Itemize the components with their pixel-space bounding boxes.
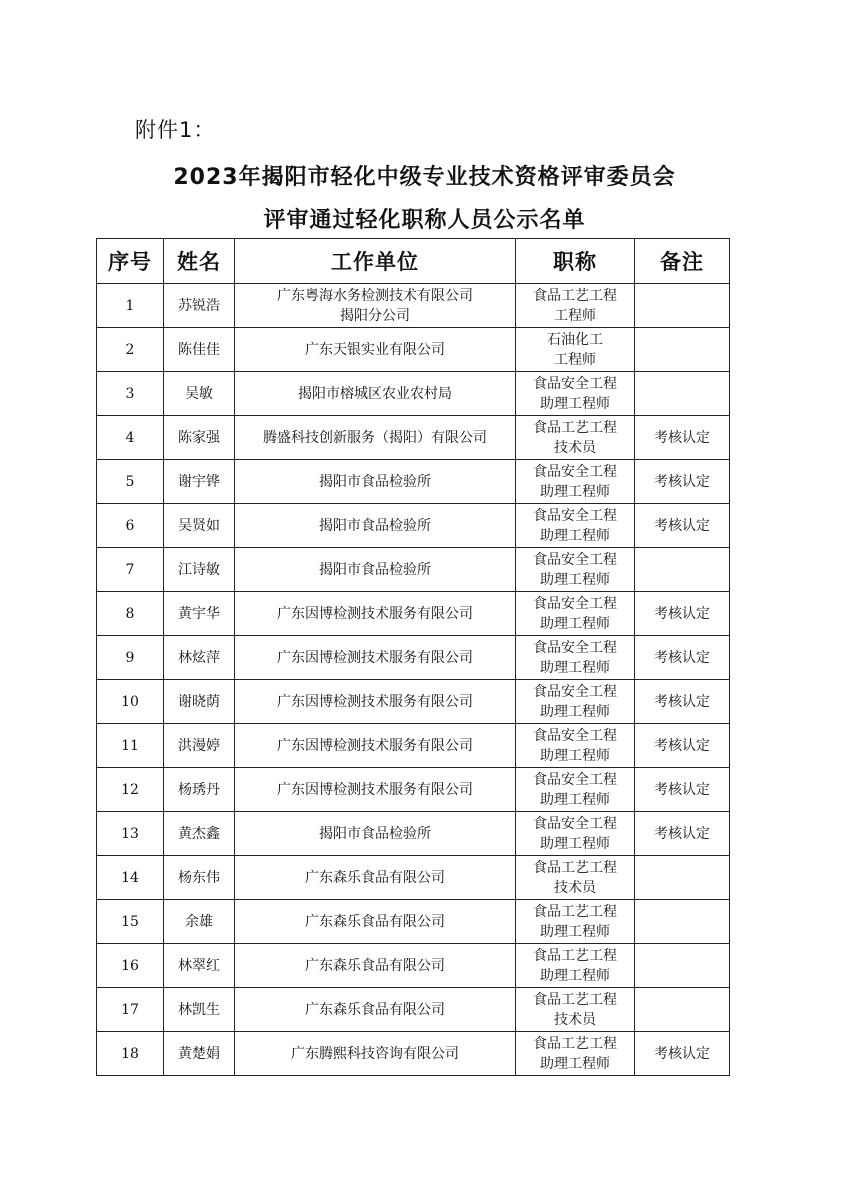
table-body xyxy=(97,284,730,1076)
work-unit-cell xyxy=(235,328,516,372)
work-unit-line: 揭阳分公司 xyxy=(340,307,410,324)
professional-title-line: 助理工程师 xyxy=(540,395,610,412)
table-row xyxy=(97,768,730,812)
row-number-cell: 11 xyxy=(97,724,164,768)
professional-title-line: 技术员 xyxy=(554,439,596,456)
professional-title-line: 食品工艺工程 xyxy=(533,1035,617,1052)
work-unit-line: 广东因博检测技术服务有限公司 xyxy=(277,605,473,622)
professional-title-cell xyxy=(516,592,635,636)
professional-title-cell xyxy=(516,988,635,1032)
person-name-cell: 黄杰鑫 xyxy=(164,812,235,856)
column-header-name: 姓名 xyxy=(164,239,235,284)
table-row xyxy=(97,504,730,548)
column-header-title: 职称 xyxy=(516,239,635,284)
professional-title-line: 助理工程师 xyxy=(540,571,610,588)
row-number-cell: 14 xyxy=(97,856,164,900)
remark-cell: 考核认定 xyxy=(635,592,730,636)
person-name-cell: 江诗敏 xyxy=(164,548,235,592)
professional-title-cell xyxy=(516,768,635,812)
remark-cell xyxy=(635,900,730,944)
document-title-line-1: 2023年揭阳市轻化中级专业技术资格评审委员会 xyxy=(173,165,676,190)
work-unit-cell xyxy=(235,636,516,680)
table-row xyxy=(97,856,730,900)
table-row xyxy=(97,284,730,328)
professional-title-cell xyxy=(516,856,635,900)
remark-cell xyxy=(635,988,730,1032)
work-unit-line: 广东森乐食品有限公司 xyxy=(305,869,445,886)
work-unit-line: 广东森乐食品有限公司 xyxy=(305,913,445,930)
roster-table xyxy=(96,238,730,1076)
remark-cell xyxy=(635,548,730,592)
remark-cell: 考核认定 xyxy=(635,504,730,548)
professional-title-line: 食品工艺工程 xyxy=(533,859,617,876)
professional-title-line: 食品工艺工程 xyxy=(533,991,617,1008)
work-unit-line: 揭阳市食品检验所 xyxy=(319,561,431,578)
work-unit-line: 广东粤海水务检测技术有限公司 xyxy=(277,287,473,304)
remark-cell xyxy=(635,372,730,416)
professional-title-cell xyxy=(516,900,635,944)
work-unit-cell xyxy=(235,504,516,548)
work-unit-line: 广东因博检测技术服务有限公司 xyxy=(277,781,473,798)
person-name-cell: 余雄 xyxy=(164,900,235,944)
remark-cell: 考核认定 xyxy=(635,1032,730,1076)
work-unit-cell xyxy=(235,812,516,856)
professional-title-line: 食品安全工程 xyxy=(533,375,617,392)
professional-title-cell xyxy=(516,724,635,768)
professional-title-line: 食品安全工程 xyxy=(533,727,617,744)
row-number-cell: 17 xyxy=(97,988,164,1032)
work-unit-line: 广东因博检测技术服务有限公司 xyxy=(277,693,473,710)
professional-title-line: 助理工程师 xyxy=(540,483,610,500)
remark-cell xyxy=(635,856,730,900)
table-row xyxy=(97,900,730,944)
table-row xyxy=(97,592,730,636)
row-number-cell: 2 xyxy=(97,328,164,372)
work-unit-cell xyxy=(235,460,516,504)
remark-cell xyxy=(635,328,730,372)
row-number-cell: 5 xyxy=(97,460,164,504)
column-header-note: 备注 xyxy=(635,239,730,284)
professional-title-line: 工程师 xyxy=(554,351,596,368)
work-unit-cell xyxy=(235,548,516,592)
work-unit-line: 揭阳市食品检验所 xyxy=(319,825,431,842)
person-name-cell: 吴敏 xyxy=(164,372,235,416)
work-unit-cell xyxy=(235,680,516,724)
professional-title-line: 助理工程师 xyxy=(540,835,610,852)
work-unit-line: 揭阳市食品检验所 xyxy=(319,517,431,534)
column-header-unit: 工作单位 xyxy=(235,239,516,284)
professional-title-line: 食品安全工程 xyxy=(533,595,617,612)
professional-title-line: 助理工程师 xyxy=(540,527,610,544)
professional-title-line: 助理工程师 xyxy=(540,791,610,808)
table-row xyxy=(97,416,730,460)
table-row xyxy=(97,328,730,372)
professional-title-line: 食品安全工程 xyxy=(533,815,617,832)
work-unit-line: 广东天银实业有限公司 xyxy=(305,341,445,358)
header-row xyxy=(97,239,730,284)
table-row xyxy=(97,636,730,680)
work-unit-line: 揭阳市榕城区农业农村局 xyxy=(298,385,452,402)
work-unit-cell xyxy=(235,372,516,416)
row-number-cell: 9 xyxy=(97,636,164,680)
professional-title-line: 食品安全工程 xyxy=(533,463,617,480)
professional-title-line: 助理工程师 xyxy=(540,1055,610,1072)
remark-cell: 考核认定 xyxy=(635,416,730,460)
professional-title-line: 食品工艺工程 xyxy=(533,419,617,436)
professional-title-cell xyxy=(516,548,635,592)
work-unit-cell xyxy=(235,724,516,768)
professional-title-line: 食品安全工程 xyxy=(533,771,617,788)
professional-title-line: 食品工艺工程 xyxy=(533,287,617,304)
row-number-cell: 1 xyxy=(97,284,164,328)
professional-title-cell xyxy=(516,328,635,372)
row-number-cell: 3 xyxy=(97,372,164,416)
professional-title-cell xyxy=(516,680,635,724)
professional-title-cell xyxy=(516,636,635,680)
remark-cell xyxy=(635,944,730,988)
person-name-cell: 谢宇铧 xyxy=(164,460,235,504)
work-unit-cell xyxy=(235,988,516,1032)
professional-title-cell xyxy=(516,416,635,460)
table-header xyxy=(97,239,730,284)
table-row xyxy=(97,548,730,592)
table-row xyxy=(97,944,730,988)
person-name-cell: 吴贤如 xyxy=(164,504,235,548)
work-unit-cell xyxy=(235,1032,516,1076)
professional-title-line: 助理工程师 xyxy=(540,615,610,632)
professional-title-cell xyxy=(516,372,635,416)
row-number-cell: 13 xyxy=(97,812,164,856)
person-name-cell: 黄宇华 xyxy=(164,592,235,636)
person-name-cell: 林凯生 xyxy=(164,988,235,1032)
row-number-cell: 10 xyxy=(97,680,164,724)
professional-title-line: 食品工艺工程 xyxy=(533,903,617,920)
remark-cell: 考核认定 xyxy=(635,636,730,680)
professional-title-line: 技术员 xyxy=(554,879,596,896)
professional-title-line: 技术员 xyxy=(554,1011,596,1028)
professional-title-line: 食品安全工程 xyxy=(533,507,617,524)
row-number-cell: 12 xyxy=(97,768,164,812)
remark-cell: 考核认定 xyxy=(635,460,730,504)
table-row xyxy=(97,1032,730,1076)
person-name-cell: 杨东伟 xyxy=(164,856,235,900)
work-unit-line: 广东森乐食品有限公司 xyxy=(305,957,445,974)
professional-title-cell xyxy=(516,284,635,328)
professional-title-line: 食品安全工程 xyxy=(533,551,617,568)
professional-title-cell xyxy=(516,460,635,504)
table-row xyxy=(97,988,730,1032)
professional-title-line: 工程师 xyxy=(554,307,596,324)
work-unit-cell xyxy=(235,592,516,636)
professional-title-line: 助理工程师 xyxy=(540,703,610,720)
work-unit-cell xyxy=(235,416,516,460)
row-number-cell: 18 xyxy=(97,1032,164,1076)
professional-title-cell xyxy=(516,944,635,988)
remark-cell: 考核认定 xyxy=(635,724,730,768)
remark-cell: 考核认定 xyxy=(635,680,730,724)
person-name-cell: 林翠红 xyxy=(164,944,235,988)
work-unit-line: 腾盛科技创新服务（揭阳）有限公司 xyxy=(263,429,487,446)
professional-title-line: 助理工程师 xyxy=(540,923,610,940)
person-name-cell: 陈家强 xyxy=(164,416,235,460)
professional-title-line: 食品工艺工程 xyxy=(533,947,617,964)
professional-title-line: 石油化工 xyxy=(547,331,603,348)
column-header-no: 序号 xyxy=(97,239,164,284)
remark-cell: 考核认定 xyxy=(635,768,730,812)
person-name-cell: 洪漫婷 xyxy=(164,724,235,768)
professional-title-line: 食品安全工程 xyxy=(533,683,617,700)
work-unit-line: 揭阳市食品检验所 xyxy=(319,473,431,490)
table-row xyxy=(97,812,730,856)
person-name-cell: 苏锐浩 xyxy=(164,284,235,328)
person-name-cell: 杨琇丹 xyxy=(164,768,235,812)
work-unit-cell xyxy=(235,900,516,944)
work-unit-line: 广东森乐食品有限公司 xyxy=(305,1001,445,1018)
work-unit-line: 广东腾熙科技咨询有限公司 xyxy=(291,1045,459,1062)
row-number-cell: 16 xyxy=(97,944,164,988)
row-number-cell: 8 xyxy=(97,592,164,636)
work-unit-cell xyxy=(235,284,516,328)
table-row xyxy=(97,680,730,724)
row-number-cell: 7 xyxy=(97,548,164,592)
row-number-cell: 6 xyxy=(97,504,164,548)
person-name-cell: 陈佳佳 xyxy=(164,328,235,372)
remark-cell xyxy=(635,284,730,328)
row-number-cell: 15 xyxy=(97,900,164,944)
professional-title-line: 食品安全工程 xyxy=(533,639,617,656)
professional-title-cell xyxy=(516,504,635,548)
professional-title-line: 助理工程师 xyxy=(540,967,610,984)
person-name-cell: 黄楚娟 xyxy=(164,1032,235,1076)
work-unit-cell xyxy=(235,944,516,988)
person-name-cell: 谢晓荫 xyxy=(164,680,235,724)
work-unit-line: 广东因博检测技术服务有限公司 xyxy=(277,649,473,666)
attachment-label: 附件1： xyxy=(135,118,216,142)
work-unit-cell xyxy=(235,856,516,900)
work-unit-line: 广东因博检测技术服务有限公司 xyxy=(277,737,473,754)
professional-title-cell xyxy=(516,812,635,856)
professional-title-line: 助理工程师 xyxy=(540,747,610,764)
professional-title-line: 助理工程师 xyxy=(540,659,610,676)
table-row xyxy=(97,372,730,416)
work-unit-cell xyxy=(235,768,516,812)
table-row xyxy=(97,460,730,504)
remark-cell: 考核认定 xyxy=(635,812,730,856)
professional-title-cell xyxy=(516,1032,635,1076)
person-name-cell: 林炫萍 xyxy=(164,636,235,680)
row-number-cell: 4 xyxy=(97,416,164,460)
document-title-line-2: 评审通过轻化职称人员公示名单 xyxy=(263,208,586,233)
table-row xyxy=(97,724,730,768)
